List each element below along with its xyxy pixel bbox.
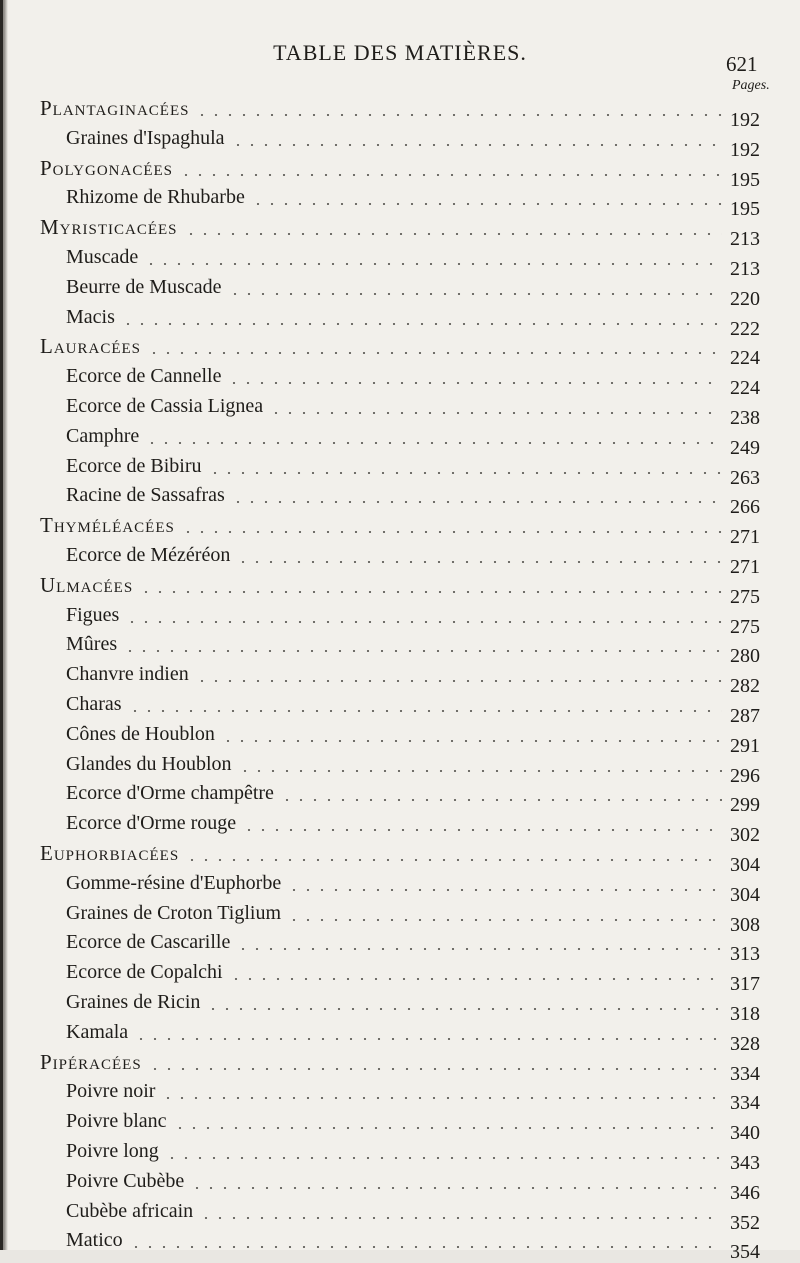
toc-entry-label: Cubèbe africain [66, 1200, 194, 1222]
toc-entry-label: Graines d'Ispaghula [66, 127, 225, 149]
toc-page-number: 275 [730, 616, 760, 638]
toc-page-number: 328 [730, 1033, 760, 1055]
toc-entry-label: Mûres [66, 633, 118, 655]
toc-entry-label: Ecorce de Cassia Lignea [66, 395, 264, 417]
toc-entry-label: Poivre long [66, 1140, 159, 1162]
toc-family-label: Ulmacées [40, 573, 134, 597]
dot-leader [134, 1038, 722, 1040]
toc-entry-label: Poivre Cubèbe [66, 1170, 185, 1192]
toc-family-label: Myristicacées [40, 215, 178, 239]
toc-entry-label: Ecorce de Bibiru [66, 455, 202, 477]
toc-page-number: 280 [730, 645, 760, 667]
toc-page-number: 308 [730, 914, 760, 936]
toc-entry-label: Chanvre indien [66, 663, 189, 685]
dot-leader [236, 561, 722, 563]
dot-leader [125, 621, 722, 623]
dot-leader [231, 501, 722, 503]
toc-page-number: 340 [730, 1122, 760, 1144]
toc-family-label: Polygonacées [40, 156, 174, 180]
toc-entry-label: Camphre [66, 425, 140, 447]
page-binding-edge [0, 0, 10, 1250]
toc-entry-label: Gomme-résine d'Euphorbe [66, 872, 282, 894]
toc-page-number: 222 [730, 318, 760, 340]
toc-page-number: 317 [730, 973, 760, 995]
dot-leader [287, 889, 722, 891]
toc-entry-label: Beurre de Muscade [66, 276, 222, 298]
toc-page-number: 352 [730, 1212, 760, 1234]
toc-page-number: 195 [730, 169, 760, 191]
toc-page-number: 220 [730, 288, 760, 310]
toc-entry-label: Macis [66, 306, 115, 328]
toc-entry-label: Figues [66, 604, 120, 626]
toc-page-number: 313 [730, 943, 760, 965]
toc-entry-label: Matico [66, 1229, 123, 1251]
toc-page-number: 249 [730, 437, 760, 459]
toc-page-number: 291 [730, 735, 760, 757]
dot-leader [165, 1157, 722, 1159]
toc-page-number: 263 [730, 467, 760, 489]
toc-entry-label: Poivre blanc [66, 1110, 167, 1132]
toc-page-number: 334 [730, 1063, 760, 1085]
dot-leader [227, 382, 722, 384]
toc-entry-label: Graines de Croton Tiglium [66, 902, 282, 924]
dot-leader [221, 740, 722, 742]
dot-leader [129, 1246, 722, 1248]
toc-page-number: 271 [730, 526, 760, 548]
toc-page-number: 343 [730, 1152, 760, 1174]
dot-leader [185, 859, 722, 861]
toc-page-number: 192 [730, 139, 760, 161]
dot-leader [269, 412, 722, 414]
toc-page-number: 195 [730, 198, 760, 220]
dot-leader [144, 263, 722, 265]
toc-page-number: 299 [730, 794, 760, 816]
dot-leader [236, 948, 722, 950]
dot-leader [228, 293, 723, 295]
toc-entry-label: Racine de Sassafras [66, 484, 225, 506]
dot-leader [208, 472, 723, 474]
toc-page-number: 282 [730, 675, 760, 697]
toc-page-number: 271 [730, 556, 760, 578]
dot-leader [238, 770, 722, 772]
toc-entry-label: Ecorce d'Orme champêtre [66, 782, 274, 804]
toc-page-number: 192 [730, 109, 760, 131]
dot-leader [229, 978, 722, 980]
toc-entry-label: Ecorce de Cascarille [66, 931, 231, 953]
toc-page-number: 318 [730, 1003, 760, 1025]
toc-page-number: 346 [730, 1182, 760, 1204]
toc-page-number: 354 [730, 1241, 760, 1263]
dot-leader [181, 531, 722, 533]
toc-entry-label: Charas [66, 693, 122, 715]
toc-entry-label: Graines de Ricin [66, 991, 201, 1013]
running-head: TABLE DES MATIÈRES. [273, 40, 527, 65]
toc-entry-label: Kamala [66, 1021, 129, 1043]
toc-page-number: 266 [730, 496, 760, 518]
dot-leader [123, 650, 722, 652]
dot-leader [121, 323, 722, 325]
dot-leader [206, 1008, 722, 1010]
toc-entry-label: Glandes du Houblon [66, 753, 232, 775]
toc-page-number: 302 [730, 824, 760, 846]
dot-leader [190, 1187, 722, 1189]
dot-leader [195, 114, 722, 116]
toc-entry-label: Ecorce de Cannelle [66, 365, 222, 387]
toc-page-number: 334 [730, 1092, 760, 1114]
toc-entry-label: Ecorce d'Orme rouge [66, 812, 237, 834]
toc-entry-label: Rhizome de Rhubarbe [66, 186, 245, 208]
toc-entry-label: Ecorce de Mézéréon [66, 544, 231, 566]
toc-entry-label: Cônes de Houblon [66, 723, 215, 745]
dot-leader [179, 174, 722, 176]
toc-page-number: 304 [730, 884, 760, 906]
dot-leader [148, 1068, 722, 1070]
toc-page-number: 287 [730, 705, 760, 727]
dot-leader [173, 1127, 722, 1129]
dot-leader [195, 680, 722, 682]
dot-leader [161, 1097, 722, 1099]
toc-family-label: Plantaginacées [40, 96, 190, 120]
pages-column-label: Pages. [732, 78, 770, 93]
dot-leader [145, 442, 722, 444]
toc-family-label: Thyméléacées [40, 513, 175, 537]
toc-page-number: 304 [730, 854, 760, 876]
toc-page-number: 213 [730, 228, 760, 250]
toc-entry-label: Poivre noir [66, 1080, 156, 1102]
dot-leader [184, 233, 722, 235]
dot-leader [139, 591, 722, 593]
dot-leader [231, 144, 722, 146]
dot-leader [280, 799, 722, 801]
dot-leader [251, 203, 722, 205]
toc-family-label: Lauracées [40, 334, 142, 358]
toc-family-label: Euphorbiacées [40, 841, 180, 865]
toc-page-number: 224 [730, 377, 760, 399]
dot-leader [128, 710, 722, 712]
toc-page-number: 224 [730, 347, 760, 369]
toc-page-number: 275 [730, 586, 760, 608]
toc-family-label: Pipéracées [40, 1050, 142, 1074]
dot-leader [287, 919, 722, 921]
dot-leader [147, 352, 722, 354]
dot-leader [199, 1217, 722, 1219]
toc-page-number: 296 [730, 765, 760, 787]
toc-page-number: 213 [730, 258, 760, 280]
toc-entry-label: Ecorce de Copalchi [66, 961, 223, 983]
dot-leader [242, 829, 722, 831]
page-number: 621 [726, 52, 758, 76]
toc-entry-label: Muscade [66, 246, 139, 268]
toc-page-number: 238 [730, 407, 760, 429]
